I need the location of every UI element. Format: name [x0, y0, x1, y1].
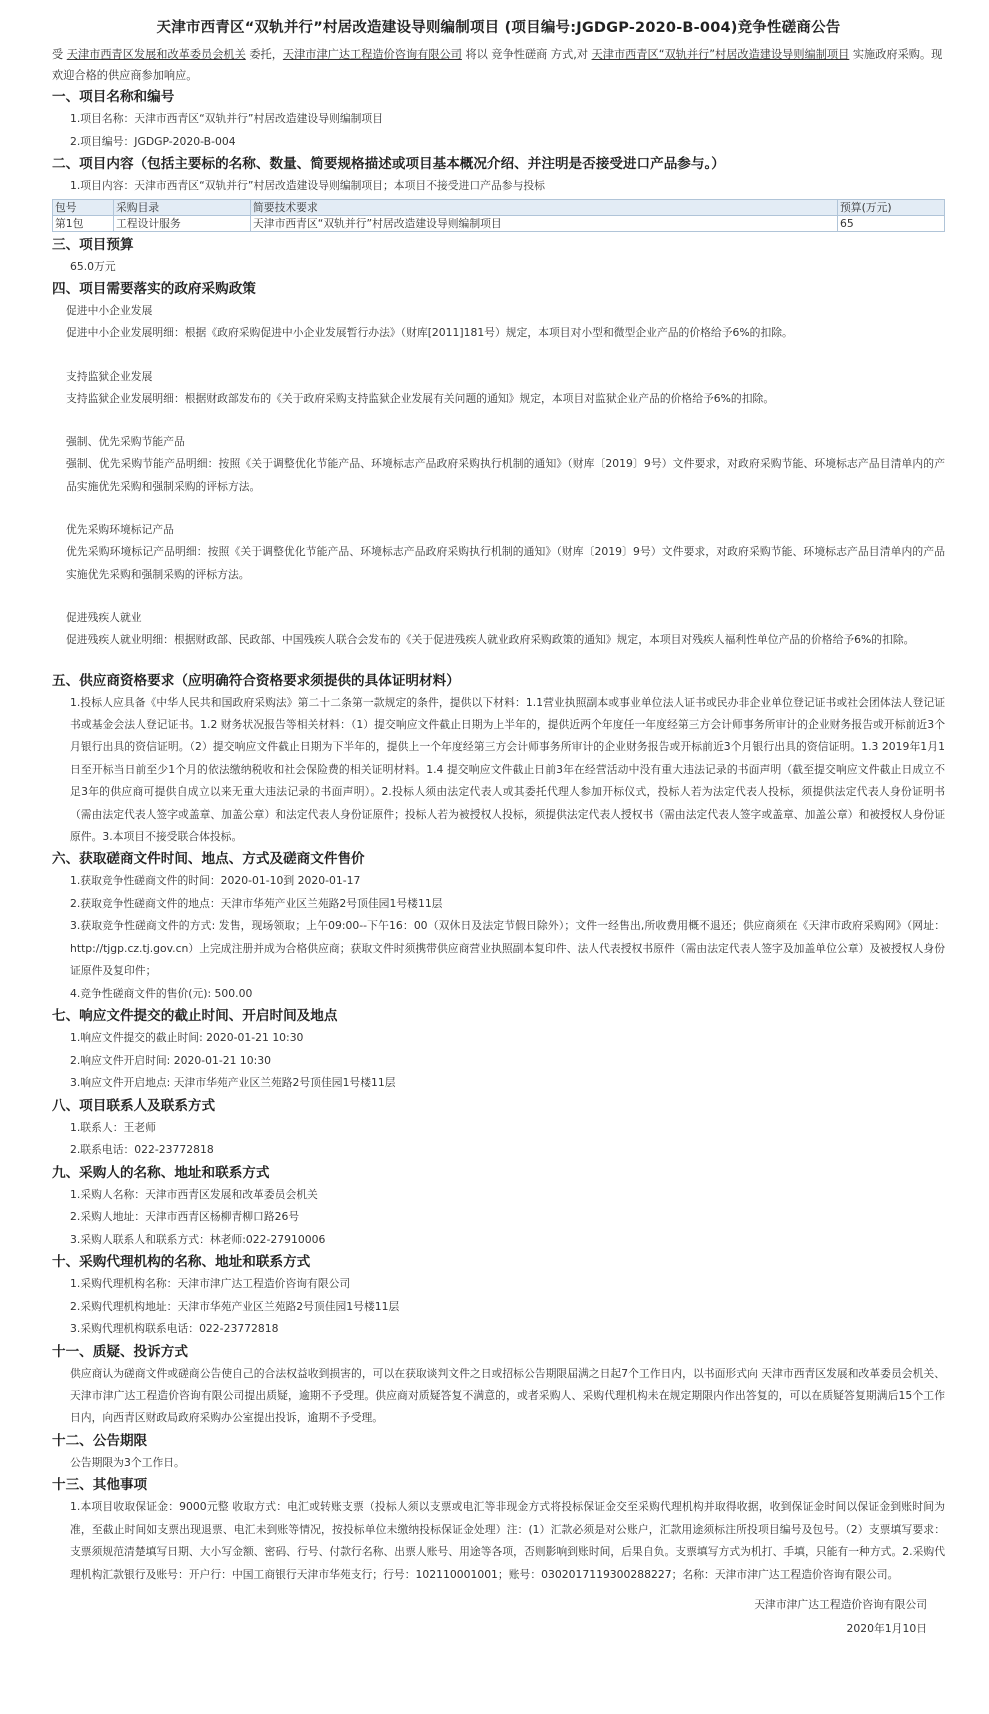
section-heading-1: 一、项目名称和编号 [52, 89, 175, 105]
section-heading-12: 十二、公告期限 [52, 1432, 148, 1449]
purchaser-contact-line: 3.采购人联系人和联系方式：林老师:022-27910006 [70, 1232, 326, 1246]
deadline-line: 1.响应文件提交的截止时间: 2020-01-21 10:30 [70, 1031, 304, 1045]
budget-line: 65.0万元 [70, 259, 116, 273]
agency-phone-line: 3.采购代理机构联系电话：022-23772818 [70, 1322, 279, 1336]
section-heading-5: 五、供应商资格要求（应明确符合资格要求须提供的具体证明材料） [52, 672, 460, 689]
table-cell: 65 [838, 215, 945, 231]
policy-text: 促进中小企业发展明细：根据《政府采购促进中小企业发展暂行办法》（财库[2011]181号）规定，本项目对小型和微型企业产品的价格给予6%的扣除。 [66, 326, 793, 339]
section-heading-9: 九、采购人的名称、地址和联系方式 [52, 1164, 270, 1181]
table-header-cell: 预算(万元) [838, 199, 945, 215]
page-title: 天津市西青区“双轨并行”村居改造建设导则编制项目 (项目编号:JGDGP-2020-B-004)竞争性磋商公告 [156, 20, 841, 36]
spacer [52, 410, 945, 426]
agency-address-line: 2.采购代理机构地址：天津市华苑产业区兰苑路2号顶佳园1号楼11层 [70, 1299, 400, 1313]
doc-time-line: 1.获取竞争性磋商文件的时间：2020-01-10到 2020-01-17 [70, 874, 361, 888]
section-heading-2: 二、项目内容（包括主要标的名称、数量、简要规格描述或项目基本概况介绍、并注明是否接受进口产品参与。） [52, 156, 725, 172]
policy-title: 支持监狱企业发展 [66, 369, 153, 383]
package-table [52, 199, 945, 232]
agency-link[interactable]: 天津市津广达工程造价咨询有限公司 [282, 48, 462, 61]
project-number-line: 2.项目编号：JGDGP-2020-B-004 [70, 134, 236, 148]
policy-title: 优先采购环境标记产品 [66, 523, 174, 536]
purchaser-name-line: 1.采购人名称：天津市西青区发展和改革委员会机关 [70, 1187, 318, 1201]
section-heading-4: 四、项目需要落实的政府采购政策 [52, 281, 256, 297]
intro-text: 实施政府采购。现欢迎合格的供应商参加响应。 [52, 48, 943, 82]
spacer [52, 498, 945, 514]
section-heading-3: 三、项目预算 [52, 236, 134, 253]
policy-title: 促进中小企业发展 [66, 304, 153, 317]
qualification-text: 1.投标人应具备《中华人民共和国政府采购法》第二十二条第一款规定的条件，提供以下材料：1.1营业执照副本或事业单位法人证书或民办非企业单位登记证书或社会团体法人登记证书或基金会法人登记证书。1.2 财务状况报告等相关材料：（1）提交响应文件截止日期为上半年的，提供近两个年度任一年度经第三方会计师事务所审计的企业财务报告或开标前近3个月银行出具的资信证明。（2）提交响应文件截止日期为下半年的，提供上一个年度经第三方会计师事务所审计的企业财务报告或开标前近3个月银行出具的资信证明。1.3 2019年1月1日至开标当日前至少1个月的依法缴纳税收和社会保险费的相关证明材料。1.4 提交响应文件截止日前3年在经营活动中没有重大违法记录的书面声明（截至提交响应文件截止日成立不足3年的供应商可提供自成立以来无重大违法记录的书面声明）。2.投标人须由法定代表人或其委托代理人参加开标仪式，投标人若为法定代表人投标，须提供法定代表人身份证明书（需由法定代表人签字或盖章、加盖公章）和法定代表人身份证原件；投标人若为被授权人投标，须提供法定代表人授权书（需由法定代表人签字或盖章、加盖公章）和被授权人身份证原件。3.本项目不接受联合体投标。 [70, 695, 945, 843]
spacer [52, 652, 945, 670]
purchaser-address-line: 2.采购人地址：天津市西青区杨柳青柳口路26号 [70, 1210, 300, 1224]
section-heading-13: 十三、其他事项 [52, 1477, 148, 1494]
project-name-line: 1.项目名称：天津市西青区“双轨并行”村居改造建设导则编制项目 [70, 112, 384, 125]
spacer [52, 345, 945, 361]
doc-place-line: 2.获取竞争性磋商文件的地点：天津市华苑产业区兰苑路2号顶佳园1号楼11层 [70, 896, 443, 910]
signature-date: 2020年1月10日 [846, 1621, 927, 1635]
doc-method-text: 3.获取竞争性磋商文件的方式: 发售，现场领取；上午09:00--下午16：00（双休日及法定节假日除外）；文件一经售出,所收费用概不退还；供应商须在《天津市政府采购网》（网址：http://tjgp.cz.tj.gov.cn）上完成注册并成为合格供应商；获取文件时须携带供应商营业执照副本复印件、法人代表授权书原件（需由法定代表人签字及加盖单位公章）及被授权人身份证原件及复印件； [70, 919, 945, 978]
intro-text: 将以 竞争性磋商 方式,对 [461, 48, 592, 61]
signature-org: 天津市津广达工程造价咨询有限公司 [754, 1597, 927, 1611]
opening-place-line: 3.响应文件开启地点: 天津市华苑产业区兰苑路2号顶佳园1号楼11层 [70, 1076, 396, 1090]
contact-phone-line: 2.联系电话：022-23772818 [70, 1143, 214, 1157]
opening-time-line: 2.响应文件开启时间: 2020-01-21 10:30 [70, 1053, 272, 1067]
policy-text: 支持监狱企业发展明细：根据财政部发布的《关于政府采购支持监狱企业发展有关问题的通知》规定，本项目对监狱企业产品的价格给予6%的扣除。 [66, 391, 775, 405]
table-header-row [53, 199, 945, 215]
project-link[interactable]: 天津市西青区“双轨并行”村居改造建设导则编制项目 [591, 48, 850, 61]
intro-text: 受 [52, 48, 67, 61]
section-heading-11: 十一、质疑、投诉方式 [52, 1343, 188, 1360]
other-matters-text: 1.本项目收取保证金：9000元整 收取方式：电汇或转账支票（投标人须以支票或电汇等非现金方式将投标保证金交至采购代理机构并取得收据，收到保证金时间以保证金到账时间为准，至截止时间如支票出现退票、电汇未到账等情况，按投标单位未缴纳投标保证金处理）注：(1）汇款必须是对公账户，汇款用途须标注所投项目编号及包号。（2）支票填写要求：支票须规范清楚填写日期、大小写金额、密码、行号、付款行名称、出票人账号、用途等各项，否则影响到账时间，后果自负。支票填写方式为机打、手填，只能有一种方式。2.采购代理机构汇款银行及账号：开户行：中国工商银行天津市华苑支行；行号：102110001001；账号：0302017119300288227；名称：天津市津广达工程造价咨询有限公司。 [70, 1500, 945, 1581]
entrust-org-link[interactable]: 天津市西青区发展和改革委员会机关 [66, 48, 246, 61]
intro-text: 委托， [245, 48, 283, 61]
table-header-cell: 包号 [53, 199, 114, 215]
policy-text: 促进残疾人就业明细：根据财政部、民政部、中国残疾人联合会发布的《关于促进残疾人就业政府采购政策的通知》规定，本项目对残疾人福利性单位产品的价格给予6%的扣除。 [66, 633, 915, 646]
complaint-text: 供应商认为磋商文件或磋商公告使自己的合法权益收到损害的，可以在获取谈判文件之日或招标公告期限届满之日起7个工作日内，以书面形式向 天津市西青区发展和改革委员会机关、天津市津广达工程造价咨询有限公司提出质疑，逾期不予受理。供应商对质疑答复不满意的，或者采购人、采购代理机构未在规定期限内作出答复的，可以在质疑答复期满后15个工作日内，向西青区财政局政府采购办公室提出投诉，逾期不予受理。 [70, 1366, 945, 1425]
project-content-line: 1.项目内容：天津市西青区“双轨并行”村居改造建设导则编制项目；本项目不接受进口产品参与投标 [70, 179, 545, 192]
table-cell: 天津市西青区“双轨并行”村居改造建设导则编制项目 [251, 215, 838, 231]
policy-text: 优先采购环境标记产品明细：按照《关于调整优化节能产品、环境标志产品政府采购执行机制的通知》（财库〔2019〕9号）文件要求，对政府采购节能、环境标志产品目清单内的产品实施优先采购和强制采购的评标方法。 [66, 545, 945, 581]
section-heading-6: 六、获取磋商文件时间、地点、方式及磋商文件售价 [52, 851, 365, 868]
agency-name-line: 1.采购代理机构名称：天津市津广达工程造价咨询有限公司 [70, 1277, 351, 1291]
spacer [52, 586, 945, 602]
policy-title: 促进残疾人就业 [66, 611, 142, 624]
doc-price-line: 4.竞争性磋商文件的售价(元): 500.00 [70, 986, 253, 1000]
table-header-cell: 简要技术要求 [251, 199, 838, 215]
policy-text: 强制、优先采购节能产品明细：按照《关于调整优化节能产品、环境标志产品政府采购执行机制的通知》（财库〔2019〕9号）文件要求，对政府采购节能、环境标志产品目清单内的产品实施优先采购和强制采购的评标方法。 [66, 457, 945, 493]
policy-title: 强制、优先采购节能产品 [66, 435, 185, 448]
notice-period-line: 公告期限为3个工作日。 [70, 1455, 185, 1469]
section-heading-7: 七、响应文件提交的截止时间、开启时间及地点 [52, 1008, 338, 1025]
table-cell: 工程设计服务 [114, 215, 251, 231]
table-header-cell: 采购目录 [114, 199, 251, 215]
table-cell: 第1包 [53, 215, 114, 231]
section-heading-8: 八、项目联系人及联系方式 [52, 1097, 216, 1114]
table-row [53, 215, 945, 231]
intro-paragraph [52, 44, 945, 86]
section-heading-10: 十、采购代理机构的名称、地址和联系方式 [52, 1254, 311, 1271]
contact-person-line: 1.联系人：王老师 [70, 1120, 156, 1134]
